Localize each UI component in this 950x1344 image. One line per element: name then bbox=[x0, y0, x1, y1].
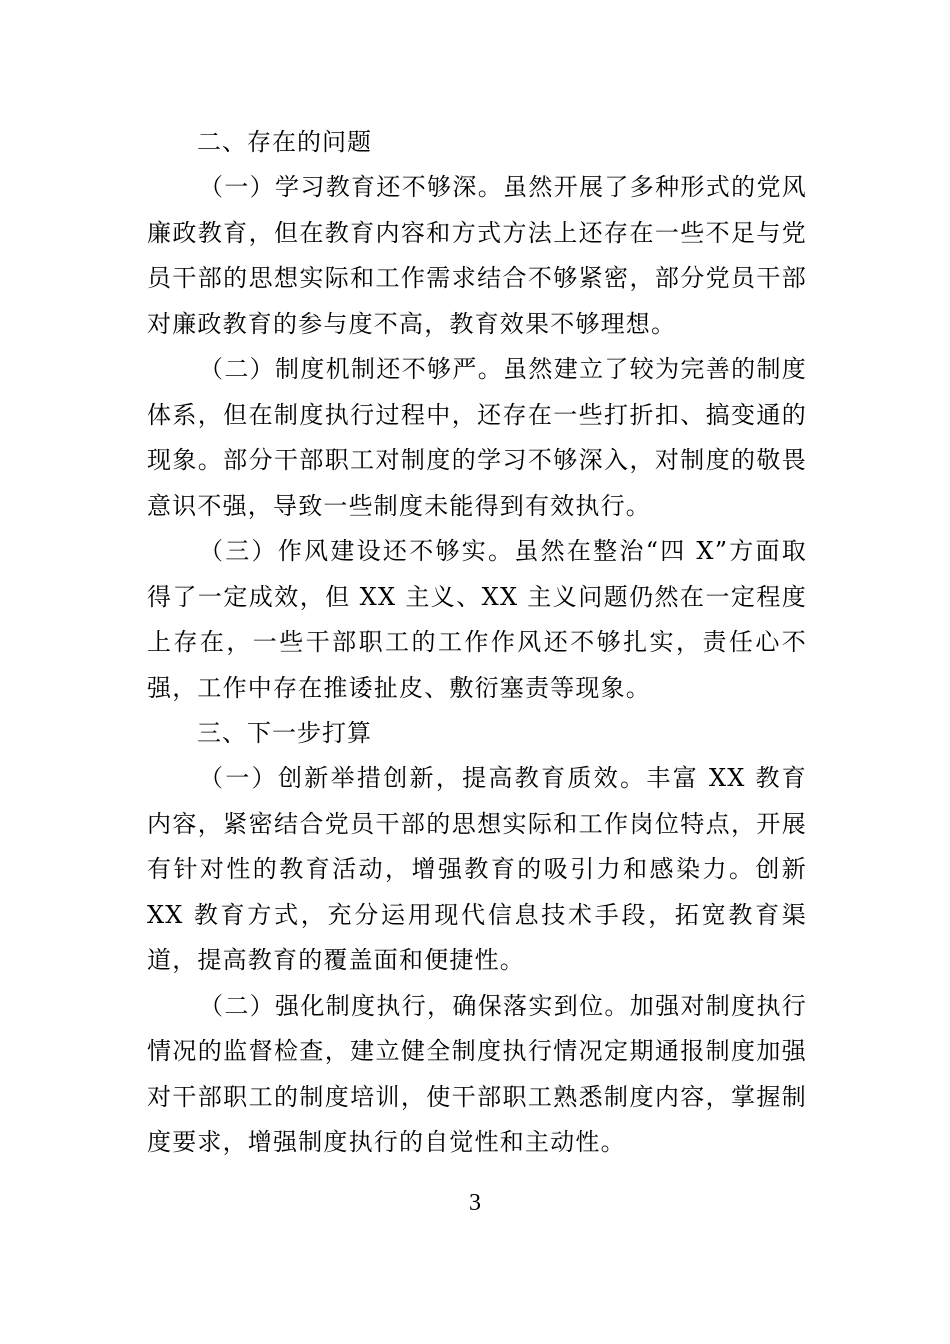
paragraph-plan-1 bbox=[147, 756, 807, 984]
page-number: 3 bbox=[469, 1190, 481, 1216]
paragraph-problem-1 bbox=[147, 165, 807, 347]
section-heading-problems: 二、存在的问题 bbox=[197, 128, 372, 156]
paragraph-text: 加强对制度执行情况的监督检查，建立健全制度执行情况定期通报制度加强对干部职工的制度培训，使干部职工熟悉制度内容，掌握制度要求，增强制度执行的自觉性和主动性。 bbox=[147, 991, 807, 1156]
document-body bbox=[147, 120, 807, 1166]
paragraph-text: 虽然建立了较为完善的制度体系，但在制度执行过程中，还存在一些打折扣、搞变通的现象。部分干部职工对制度的学习不够深入，对制度的敬畏意识不强，导致一些制度未能得到有效执行。 bbox=[147, 355, 807, 520]
paragraph-text: 虽然开展了多种形式的党风廉政教育，但在教育内容和方式方法上还存在一些不足与党员干部的思想实际和工作需求结合不够紧密，部分党员干部对廉政教育的参与度不高，教育效果不够理想。 bbox=[147, 173, 807, 338]
paragraph-lead: （二）制度机制还不够严。 bbox=[199, 355, 504, 383]
paragraph-lead: （二）强化制度执行，确保落实到位。 bbox=[199, 991, 630, 1020]
paragraph-text: 虽然在整治“四 X”方面取得了一定成效，但 XX 主义、XX 主义问题仍然在一定程度上存在，一些干部职工的工作作风还不够扎实，责任心不强，工作中存在推诿扯皮、敷衍塞责等现象。 bbox=[147, 537, 807, 702]
paragraph-problem-3 bbox=[147, 529, 807, 711]
paragraph-text: 丰富 XX 教育内容，紧密结合党员干部的思想实际和工作岗位特点，开展有针对性的教育活动，增强教育的吸引力和感染力。创新 XX 教育方式，充分运用现代信息技术手段，拓宽教育渠道，提高教育的覆盖面和便捷性。 bbox=[147, 764, 808, 974]
section-heading-next-steps: 三、下一步打算 bbox=[197, 719, 372, 747]
paragraph-plan-2 bbox=[147, 984, 807, 1166]
paragraph-lead: （一）学习教育还不够深。 bbox=[199, 173, 504, 201]
paragraph-lead: （三）作风建设还不够实。 bbox=[199, 537, 515, 565]
paragraph-problem-2 bbox=[147, 347, 807, 529]
paragraph-lead: （一）创新举措创新，提高教育质效。 bbox=[199, 764, 647, 792]
